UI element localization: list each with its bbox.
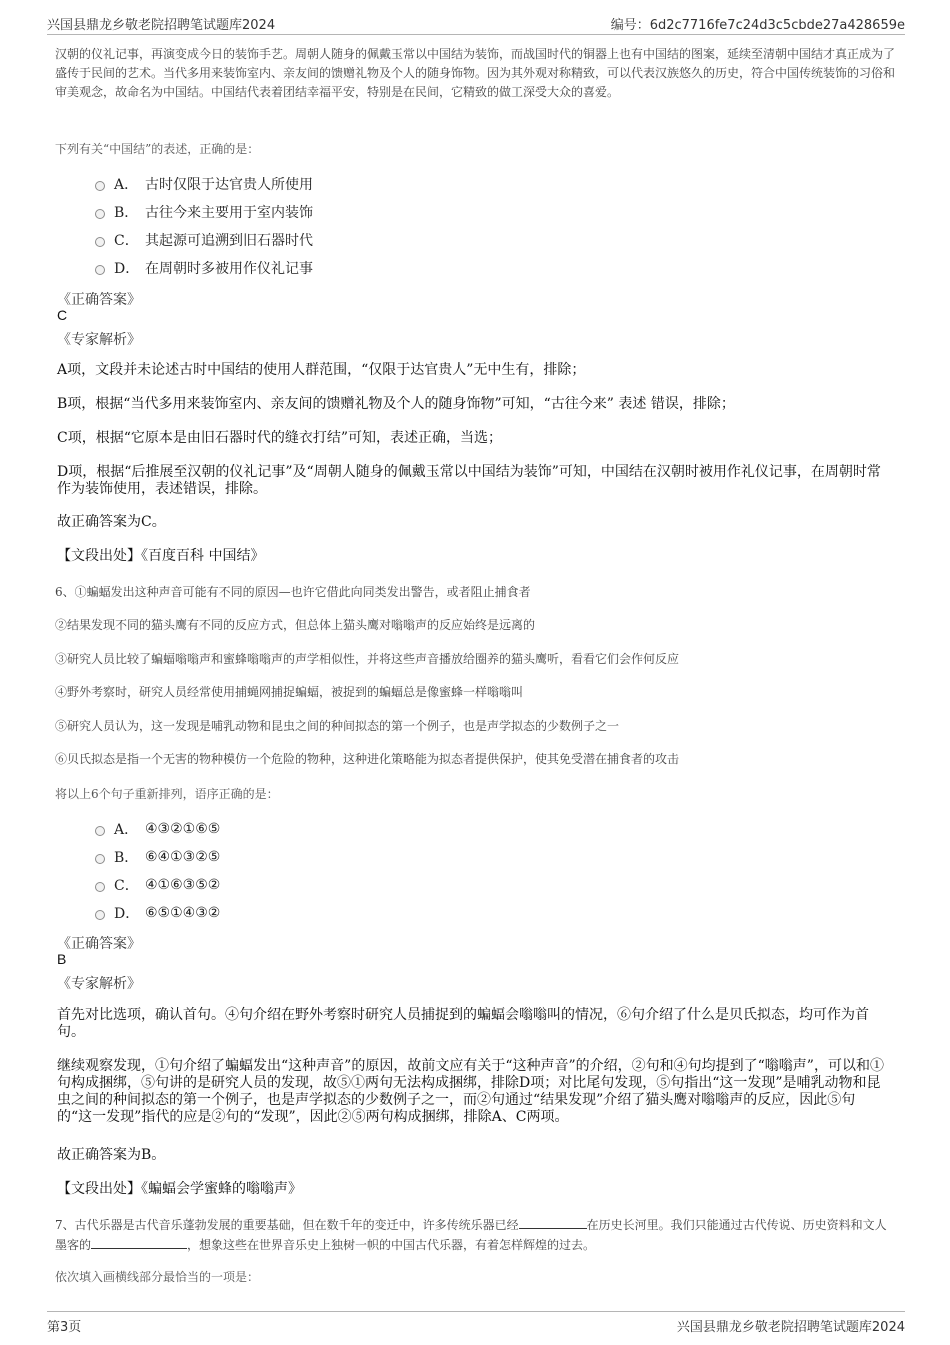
option-text: 在周朝时多被用作仪礼记事	[145, 261, 313, 277]
q6-sentence-6: ⑥贝氏拟态是指一个无害的物种模仿一个危险的物种，这种进化策略能为拟态者提供保护，使其免受潜在捕食者的攻击	[55, 752, 680, 766]
q7-stem-part1: 7、古代乐器是古代音乐蓬勃发展的重要基础，但在数千年的变迁中，许多传统乐器已经	[55, 1218, 519, 1232]
footer-title: 兴国县鼎龙乡敬老院招聘笔试题库2024	[676, 1320, 905, 1335]
q5-analysis-label: 《专家解析》	[57, 332, 141, 348]
page-footer	[47, 1311, 905, 1336]
page-header	[47, 10, 905, 35]
q6-sentence-1: 6、①蝙蝠发出这种声音可能有不同的原因—也许它借此向同类发出警告，或者阻止捕食者	[55, 585, 531, 599]
q5-analysis-d: D项，根据“后推展至汉朝的仪礼记事”及“周朝人随身的佩戴玉常以中国结为装饰”可知，中国结在汉朝时被用作礼仪记事，在周朝时常作为装饰使用，表述错误，排除。	[57, 464, 881, 497]
q7-prompt: 依次填入画横线部分最恰当的一项是：	[55, 1270, 260, 1284]
radio-icon[interactable]	[95, 910, 105, 920]
document-code: 编号：6d2c7716fe7c24d3c5cbde27a428659e	[610, 18, 905, 33]
option-letter: B．	[114, 205, 139, 221]
option-letter: A．	[114, 177, 139, 193]
q6-analysis-1: 首先对比选项，确认首句。④句介绍在野外考察时研究人员捕捉到的蝙蝠会嗡嗡叫的情况，⑥句介绍了什么是贝氏拟态，均可作为首句。	[57, 1007, 869, 1040]
q5-prompt: 下列有关“中国结”的表述，正确的是：	[55, 142, 260, 156]
q5-option-a[interactable]	[95, 174, 313, 194]
option-letter: C．	[114, 233, 139, 249]
q7-blank-2	[91, 1236, 187, 1249]
radio-icon[interactable]	[95, 181, 105, 191]
q7-blank-1	[519, 1216, 587, 1229]
header-title: 兴国县鼎龙乡敬老院招聘笔试题库2024	[47, 18, 276, 33]
option-text: ④①⑥③⑤②	[145, 877, 221, 893]
option-text: 其起源可追溯到旧石器时代	[145, 233, 313, 249]
option-letter: A．	[114, 822, 139, 838]
q6-conclusion: 故正确答案为B。	[57, 1147, 166, 1163]
option-text: 古时仅限于达官贵人所使用	[145, 177, 313, 193]
q6-answer-label: 《正确答案》	[57, 936, 141, 952]
q6-sentence-2: ②结果发现不同的猫头鹰有不同的反应方式，但总体上猫头鹰对嗡嗡声的反应始终是远离的	[55, 618, 536, 632]
radio-icon[interactable]	[95, 237, 105, 247]
page-number: 第3页	[47, 1320, 82, 1335]
option-text: ④③②①⑥⑤	[145, 821, 221, 837]
radio-icon[interactable]	[95, 826, 105, 836]
q5-option-d[interactable]	[95, 258, 313, 278]
q6-sentence-5: ⑤研究人员认为，这一发现是哺乳动物和昆虫之间的种间拟态的第一个例子，也是声学拟态的少数例子之一	[55, 719, 620, 733]
q5-analysis-c: C项，根据“它原本是由旧石器时代的缝衣打结”可知，表述正确，当选；	[57, 430, 503, 446]
option-letter: C．	[114, 878, 139, 894]
q6-option-a[interactable]	[95, 819, 220, 839]
q7-stem-part2: 在历史长河里。我们只能通过古代传说、历史资料和文人墨客的	[55, 1218, 887, 1252]
q5-answer: C	[57, 307, 68, 323]
q6-answer: B	[57, 951, 67, 967]
q6-option-d[interactable]	[95, 903, 220, 923]
q6-option-b[interactable]	[95, 847, 220, 867]
q6-sentence-4: ④野外考察时，研究人员经常使用捕蝇网捕捉蝙蝠，被捉到的蝙蝠总是像蜜蜂一样嗡嗡叫	[55, 685, 524, 699]
radio-icon[interactable]	[95, 882, 105, 892]
q5-analysis-a: A项，文段并未论述古时中国结的使用人群范围，“仅限于达官贵人”无中生有，排除；	[57, 362, 586, 378]
q5-answer-label: 《正确答案》	[57, 292, 141, 308]
radio-icon[interactable]	[95, 265, 105, 275]
q7-stem-part3: ，想象这些在世界音乐史上独树一帜的中国古代乐器，有着怎样辉煌的过去。	[187, 1238, 596, 1252]
option-text: ⑥⑤①④③②	[145, 905, 221, 921]
q5-source: 【文段出处】《百度百科 中国结》	[57, 548, 265, 564]
q6-analysis-label: 《专家解析》	[57, 976, 141, 992]
q6-option-c[interactable]	[95, 875, 220, 895]
q6-source: 【文段出处】《蝙蝠会学蜜蜂的嗡嗡声》	[57, 1181, 302, 1197]
q5-conclusion: 故正确答案为C。	[57, 514, 166, 530]
q7-stem	[55, 1215, 897, 1255]
radio-icon[interactable]	[95, 854, 105, 864]
option-letter: B．	[114, 850, 139, 866]
option-letter: D．	[114, 906, 140, 922]
q5-option-c[interactable]	[95, 230, 313, 250]
q6-analysis-2: 继续观察发现，①句介绍了蝙蝠发出“这种声音”的原因，故前文应有关于“这种声音”的介绍，②句和④句均提到了“嗡嗡声”，可以和①句构成捆绑，⑤句讲的是研究人员的发现，故⑤①两句无法构成捆绑，排除D项；对比尾句发现，⑤句指出“这一发现”是哺乳动物和昆虫之间的种间拟态的第一个例子，也是声学拟态的少数例子之一，而②句通过“结果发现”介绍了猫头鹰对嗡嗡声的反应，因此⑤句的“这一发现”指代的应是②句的“发现”，因此②⑤两句构成捆绑，排除A、C两项。	[57, 1058, 884, 1125]
q5-option-b[interactable]	[95, 202, 313, 222]
radio-icon[interactable]	[95, 209, 105, 219]
q5-passage: 汉朝的仪礼记事，再演变成今日的装饰手艺。周朝人随身的佩戴玉常以中国结为装饰，而战国时代的铜器上也有中国结的图案，延续至清朝中国结才真正成为了盛传于民间的艺术。当代多用来装饰室内、亲友间的馈赠礼物及个人的随身饰物。因为其外观对称精致，可以代表汉族悠久的历史，符合中国传统装饰的习俗和审美观念，故命名为中国结。中国结代表着团结幸福平安，特别是在民间，它精致的做工深受大众的喜爱。	[55, 47, 896, 99]
q6-sentence-3: ③研究人员比较了蝙蝠嗡嗡声和蜜蜂嗡嗡声的声学相似性，并将这些声音播放给圈养的猫头鹰听，看看它们会作何反应	[55, 652, 680, 666]
option-letter: D．	[114, 261, 140, 277]
q5-analysis-b: B项，根据“当代多用来装饰室内、亲友间的馈赠礼物及个人的随身饰物”可知，“古往今来” 表述 错误，排除；	[57, 396, 735, 412]
option-text: 古往今来主要用于室内装饰	[145, 205, 313, 221]
q6-prompt: 将以上6个句子重新排列，语序正确的是：	[55, 787, 279, 801]
option-text: ⑥④①③②⑤	[145, 849, 221, 865]
